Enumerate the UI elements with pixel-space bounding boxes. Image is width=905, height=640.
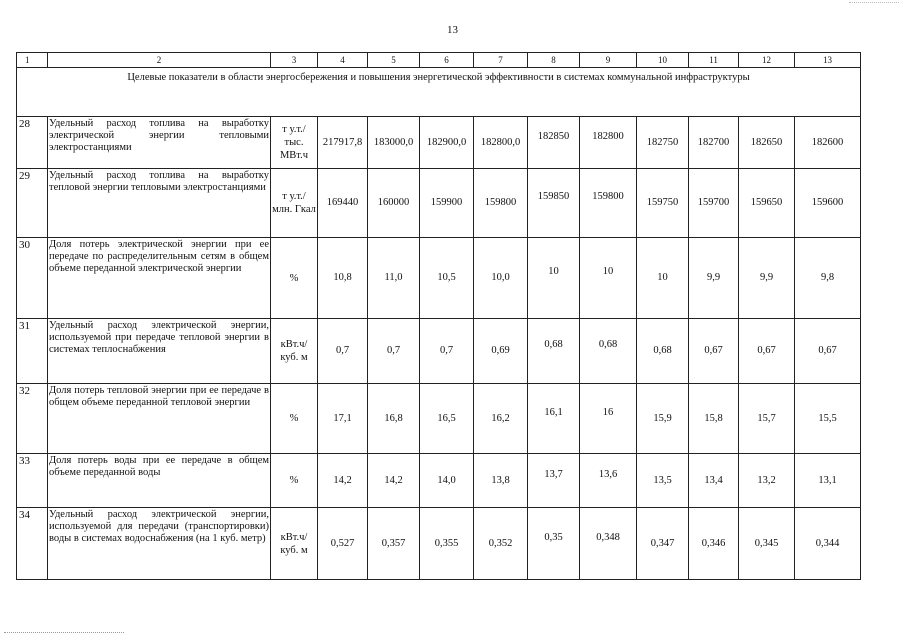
indicator-value <box>318 117 368 169</box>
row-number: 31 <box>17 319 48 384</box>
row-number: 30 <box>17 238 48 319</box>
indicator-value <box>795 454 861 508</box>
value-text: 11,0 <box>384 272 403 283</box>
value-text: 16,5 <box>437 412 456 424</box>
indicator-value <box>739 319 795 384</box>
indicator-value <box>368 319 420 384</box>
indicator-value <box>637 117 689 169</box>
indicator-value <box>795 169 861 238</box>
indicator-value <box>368 169 420 238</box>
value-text: 16,2 <box>491 412 510 424</box>
value-text: 0,527 <box>330 537 355 549</box>
indicator-value <box>637 384 689 454</box>
indicator-value <box>420 117 474 169</box>
indicator-value <box>420 238 474 319</box>
indicator-value <box>474 238 528 319</box>
indicator-value <box>420 319 474 384</box>
column-header: 11 <box>689 53 739 68</box>
indicator-value <box>580 169 637 238</box>
value-text: 159800 <box>592 191 624 202</box>
column-header: 4 <box>318 53 368 68</box>
indicator-value <box>474 117 528 169</box>
indicator-value <box>528 238 580 319</box>
column-header: 8 <box>528 53 580 68</box>
indicator-value <box>637 169 689 238</box>
value-text: 159600 <box>811 197 844 208</box>
indicator-name: Удельный расход электрической энергии, используемой для передачи (транспортировки) воды в системах водоснабжения (на 1 куб. метр) <box>48 508 271 580</box>
value-text: 15,8 <box>704 412 723 424</box>
table-row <box>17 319 861 384</box>
indicator-value <box>580 384 637 454</box>
value-text: 159850 <box>537 191 570 202</box>
indicator-name: Удельный расход топлива на выработку тепловой энергии тепловыми электростанциями <box>48 169 271 238</box>
value-text: 10 <box>657 272 668 283</box>
indicator-value <box>795 508 861 580</box>
indicator-value <box>474 384 528 454</box>
column-number-row <box>17 53 861 68</box>
value-text: 15,7 <box>757 412 776 424</box>
value-text: 16 <box>602 406 614 418</box>
indicator-value <box>318 169 368 238</box>
indicator-value <box>368 238 420 319</box>
value-text: 17,1 <box>333 412 352 424</box>
value-text: 0,345 <box>754 537 779 549</box>
value-text: 13,4 <box>704 474 723 486</box>
value-text: 0,355 <box>434 537 459 549</box>
column-header: 1 <box>17 53 48 68</box>
indicator-value <box>474 169 528 238</box>
value-text: 13,2 <box>757 474 776 486</box>
value-text: 0,68 <box>653 345 672 356</box>
unit-of-measure: % <box>271 454 318 508</box>
indicator-name: Доля потерь воды при ее передаче в общем объеме переданной воды <box>48 454 271 508</box>
indicator-value <box>637 238 689 319</box>
value-text: 14,2 <box>333 474 352 486</box>
column-header: 12 <box>739 53 795 68</box>
column-header: 10 <box>637 53 689 68</box>
indicator-value <box>739 508 795 580</box>
section-title-row <box>17 68 861 117</box>
indicator-value <box>368 117 420 169</box>
indicator-value <box>474 508 528 580</box>
value-text: 0,7 <box>386 345 401 356</box>
value-text: 182800,0 <box>480 136 521 148</box>
indicator-value <box>739 169 795 238</box>
value-text: 10,8 <box>333 272 352 283</box>
value-text: 169440 <box>326 197 359 208</box>
value-text: 0,69 <box>491 345 510 356</box>
column-header: 3 <box>271 53 318 68</box>
indicator-value <box>580 454 637 508</box>
value-text: 182800 <box>592 130 624 142</box>
value-text: 182700 <box>697 136 730 148</box>
value-text: 217917,8 <box>322 136 363 148</box>
table-row <box>17 508 861 580</box>
indicator-value <box>739 384 795 454</box>
value-text: 182900,0 <box>426 136 467 148</box>
value-text: 10 <box>548 266 559 277</box>
indicator-value <box>420 384 474 454</box>
indicator-value <box>795 117 861 169</box>
unit-of-measure: т у.т./ тыс. МВт.ч <box>271 117 318 169</box>
unit-of-measure: кВт.ч/ куб. м <box>271 508 318 580</box>
indicator-value <box>580 319 637 384</box>
indicator-value <box>795 384 861 454</box>
indicator-value <box>689 454 739 508</box>
indicator-value <box>739 454 795 508</box>
value-text: 0,347 <box>650 537 675 549</box>
value-text: 0,7 <box>439 345 454 356</box>
indicator-value <box>318 508 368 580</box>
indicator-value <box>528 117 580 169</box>
table-row <box>17 384 861 454</box>
unit-of-measure: % <box>271 384 318 454</box>
value-text: 160000 <box>377 197 410 208</box>
indicator-value <box>368 384 420 454</box>
indicator-value <box>420 169 474 238</box>
indicator-value <box>318 384 368 454</box>
indicator-table-wrapper <box>16 52 861 580</box>
value-text: 10,0 <box>491 272 510 283</box>
value-text: 182650 <box>750 136 783 148</box>
value-text: 0,68 <box>544 339 563 350</box>
table-body <box>17 117 861 580</box>
value-text: 159700 <box>697 197 730 208</box>
indicator-value <box>528 508 580 580</box>
table-row <box>17 169 861 238</box>
value-text: 159650 <box>750 197 783 208</box>
unit-of-measure: т у.т./ млн. Гкал <box>271 169 318 238</box>
indicator-value <box>368 454 420 508</box>
indicator-value <box>739 117 795 169</box>
value-text: 9,8 <box>820 272 835 283</box>
value-text: 159900 <box>430 197 463 208</box>
value-text: 9,9 <box>706 272 721 283</box>
column-header: 7 <box>474 53 528 68</box>
scan-mark-top <box>849 2 899 4</box>
value-text: 0,344 <box>815 537 840 549</box>
indicator-value <box>689 319 739 384</box>
indicator-value <box>528 169 580 238</box>
value-text: 13,6 <box>598 468 618 480</box>
value-text: 182850 <box>537 130 570 142</box>
value-text: 183000,0 <box>373 136 414 148</box>
indicator-name: Удельный расход электрической энергии, используемой при передаче тепловой энергии в системах теплоснабжения <box>48 319 271 384</box>
value-text: 0,352 <box>488 537 513 549</box>
indicator-value <box>689 169 739 238</box>
indicator-value <box>637 454 689 508</box>
value-text: 0,35 <box>544 531 563 543</box>
indicator-value <box>420 508 474 580</box>
indicator-value <box>637 508 689 580</box>
row-number: 29 <box>17 169 48 238</box>
row-number: 34 <box>17 508 48 580</box>
indicator-value <box>637 319 689 384</box>
indicator-value <box>368 508 420 580</box>
indicator-value <box>580 117 637 169</box>
value-text: 15,9 <box>653 412 672 424</box>
value-text: 14,2 <box>384 474 403 486</box>
row-number: 28 <box>17 117 48 169</box>
indicator-name: Удельный расход топлива на выработку электрической энергии тепловыми электростанциями <box>48 117 271 169</box>
scan-mark-bottom <box>4 632 124 635</box>
value-text: 182750 <box>646 136 679 148</box>
value-text: 16,1 <box>544 406 563 418</box>
value-text: 0,348 <box>596 531 620 543</box>
indicator-value <box>580 508 637 580</box>
indicator-value <box>528 384 580 454</box>
indicator-value <box>474 454 528 508</box>
value-text: 0,67 <box>704 345 723 356</box>
value-text: 0,67 <box>818 345 837 356</box>
row-number: 32 <box>17 384 48 454</box>
page-number: 13 <box>447 24 458 36</box>
unit-of-measure: % <box>271 238 318 319</box>
indicator-value <box>795 319 861 384</box>
indicator-value <box>689 384 739 454</box>
indicator-value <box>580 238 637 319</box>
value-text: 13,7 <box>544 468 563 480</box>
column-header: 2 <box>48 53 271 68</box>
table-row <box>17 454 861 508</box>
value-text: 0,68 <box>598 339 618 350</box>
value-text: 182600 <box>811 136 844 148</box>
value-text: 13,5 <box>653 474 672 486</box>
indicator-value <box>689 117 739 169</box>
indicator-table <box>16 52 861 580</box>
value-text: 9,9 <box>759 272 774 283</box>
column-header: 6 <box>420 53 474 68</box>
value-text: 13,8 <box>491 474 510 486</box>
unit-of-measure: кВт.ч/ куб. м <box>271 319 318 384</box>
value-text: 0,67 <box>757 345 776 356</box>
value-text: 15,5 <box>818 412 837 424</box>
value-text: 14,0 <box>437 474 456 486</box>
value-text: 159800 <box>484 197 517 208</box>
indicator-name: Доля потерь тепловой энергии при ее передаче в общем объеме переданной тепловой энергии <box>48 384 271 454</box>
value-text: 13,1 <box>818 474 837 486</box>
indicator-value <box>689 508 739 580</box>
indicator-value <box>318 454 368 508</box>
value-text: 0,357 <box>381 537 406 549</box>
column-header: 9 <box>580 53 637 68</box>
column-header: 5 <box>368 53 420 68</box>
value-text: 16,8 <box>384 412 403 424</box>
indicator-value <box>420 454 474 508</box>
table-row <box>17 238 861 319</box>
value-text: 159750 <box>646 197 679 208</box>
indicator-value <box>528 454 580 508</box>
indicator-value <box>689 238 739 319</box>
value-text: 0,7 <box>335 345 350 356</box>
indicator-value <box>318 319 368 384</box>
indicator-value <box>739 238 795 319</box>
indicator-value <box>528 319 580 384</box>
indicator-value <box>474 319 528 384</box>
value-text: 10 <box>602 266 614 277</box>
table-row <box>17 117 861 169</box>
section-title: Целевые показатели в области энергосбережения и повышения энергетической эффективности в системах коммунальной инфраструктуры <box>17 68 861 117</box>
value-text: 0,346 <box>701 537 726 549</box>
indicator-value <box>318 238 368 319</box>
indicator-value <box>795 238 861 319</box>
row-number: 33 <box>17 454 48 508</box>
value-text: 10,5 <box>437 272 456 283</box>
column-header: 13 <box>795 53 861 68</box>
indicator-name: Доля потерь электрической энергии при ее передаче по распределительным сетям в общем объеме переданной электрической энергии <box>48 238 271 319</box>
